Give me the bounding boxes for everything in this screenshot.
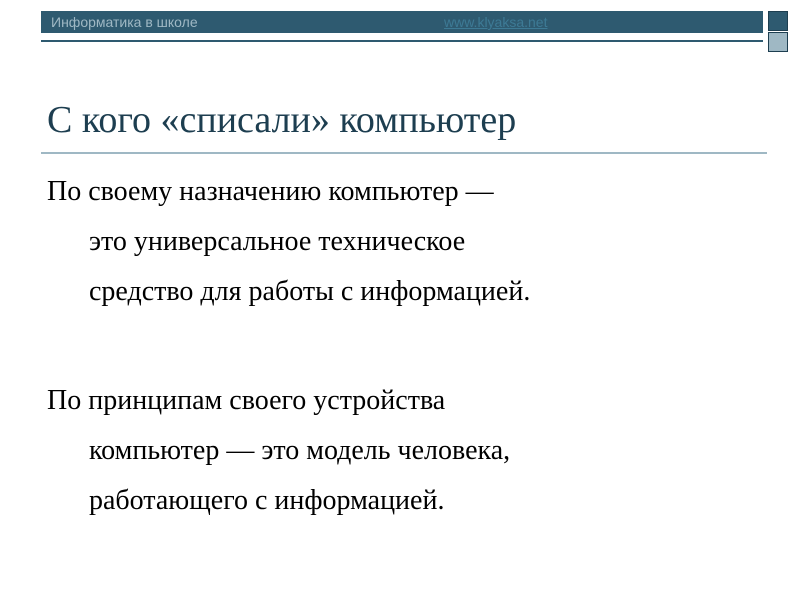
paragraph-line: работающего с информацией.	[89, 485, 445, 516]
corner-square-top	[768, 11, 788, 31]
header-school-name: Информатика в школе	[51, 14, 198, 30]
paragraph-line: средство для работы с информацией.	[89, 276, 531, 307]
paragraph-purpose	[47, 167, 762, 317]
title-divider	[41, 152, 767, 154]
header-url-link[interactable]: www.klyaksa.net	[444, 14, 548, 30]
paragraph-line: По своему назначению компьютер —	[47, 176, 494, 207]
paragraph-line: компьютер — это модель человека,	[89, 435, 511, 466]
paragraph-line: это универсальное техническое	[89, 226, 466, 257]
paragraph-line: По принципам своего устройства	[47, 385, 446, 416]
paragraph-structure	[47, 376, 762, 526]
corner-square-bottom	[768, 32, 788, 52]
slide-title: С кого «списали» компьютер	[47, 99, 517, 141]
header-divider	[41, 40, 763, 42]
header-bar	[41, 11, 763, 33]
